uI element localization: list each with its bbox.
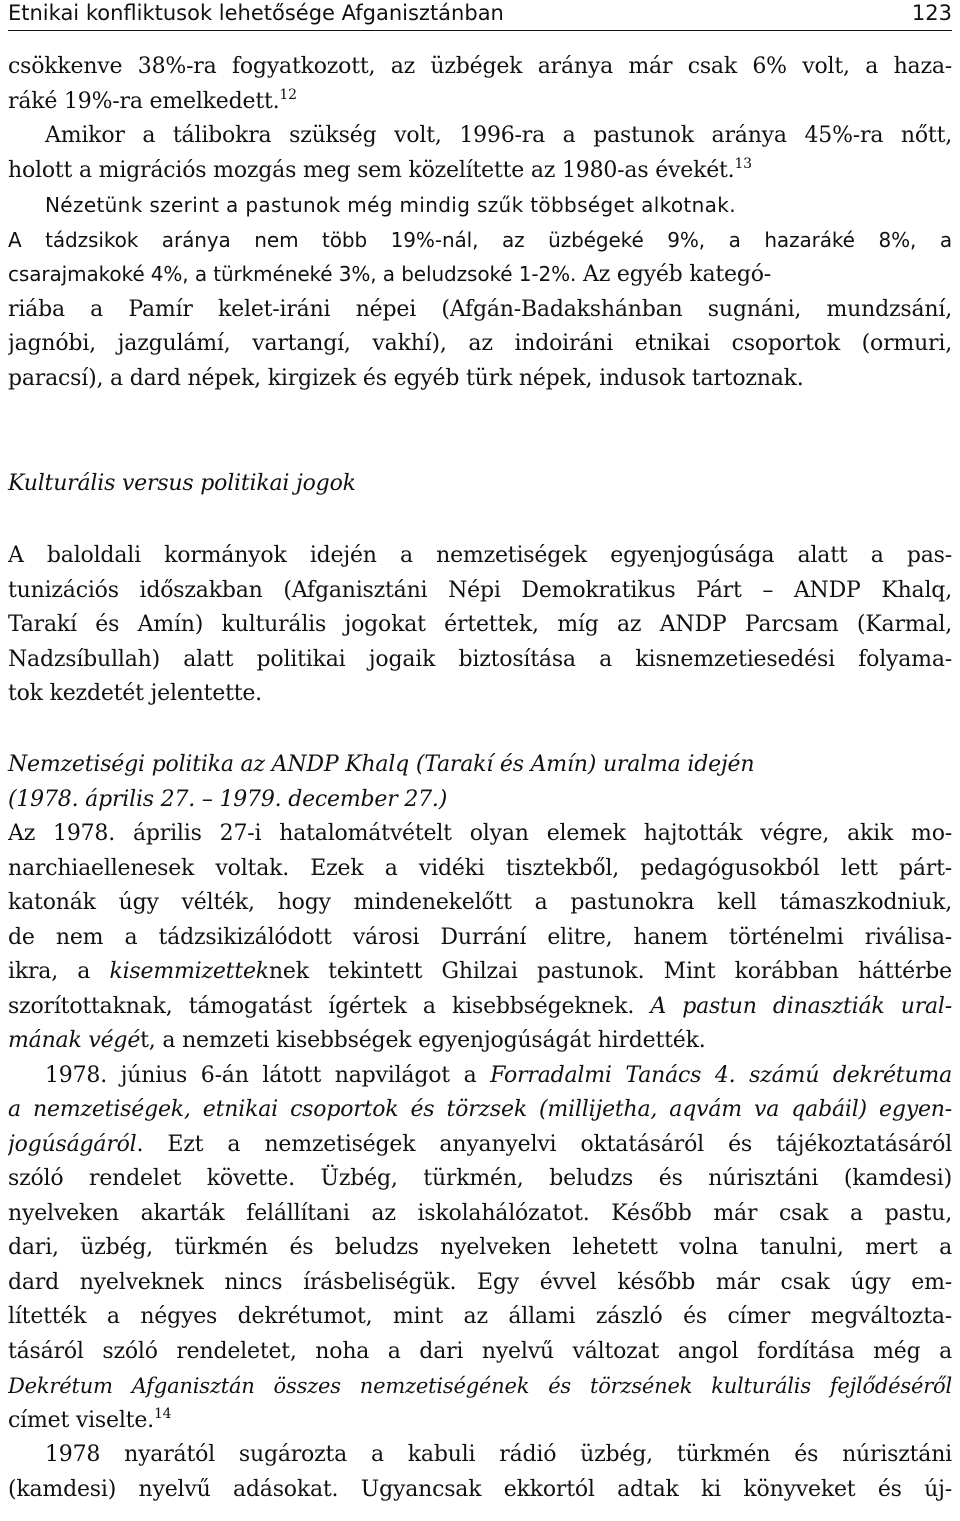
section-heading: Kulturális versus politikai jogok <box>8 471 356 496</box>
running-header <box>8 0 952 31</box>
paragraph-cultural-rights <box>8 539 952 712</box>
text-line: lítették a négyes dekrétumot, mint az állami zászló és címer megváltozta- <box>8 1304 952 1329</box>
text-line <box>8 1059 952 1094</box>
text-line: katonák úgy vélték, hogy mindenekelőtt a pastunokra kell támaszkodniuk, <box>8 890 952 915</box>
text-fragment: Az egyéb kategó- <box>576 262 772 287</box>
text-line <box>8 955 952 990</box>
text-line: nyelveken akarták felállítani az iskolahálózatot. Később már csak a pastu, <box>8 1200 952 1226</box>
text-fragment: nek tekintett Ghilzai pastunok. Mint korábban háttérbe <box>268 959 952 984</box>
text-line: paracsí), a dard népek, kirgizek és egyéb türk népek, indusok tartoznak. <box>8 365 804 391</box>
text-line: (kamdesi) nyelvű adásokat. Ugyancsak ekkortól adtak ki könyveket és új- <box>8 1476 952 1502</box>
text-line: szóló rendelet követte. Üzbég, türkmén, beludzs és núrisztáni (kamdesi) <box>8 1166 952 1191</box>
text-fragment: . Ezt a nemzetiségek anyanyelvi oktatásáról és tájékoztatásáról <box>136 1131 952 1157</box>
text-line: narchiaellenesek voltak. Ezek a vidéki tisztekből, pedagógusokból lett párt- <box>8 855 952 881</box>
text-line: riába a Pamír kelet-iráni népei (Afgán-Badakshánban sugnáni, mundzsání, <box>8 296 952 322</box>
text-line <box>8 1128 952 1163</box>
section-cultural-rights <box>8 467 952 502</box>
section-heading-dates: (1978. április 27. – 1979. december 27.) <box>8 786 448 812</box>
text-fragment: ráké 19%-ra emelkedett. <box>8 88 280 114</box>
text-line: Az 1978. április 27-i hatalomátvételt olyan elemek hajtották végre, akik mo- <box>8 821 952 846</box>
text-line: tok kezdetét jelentette. <box>8 681 262 706</box>
page-number: 123 <box>911 1 952 25</box>
text-line: Amikor a tálibokra szükség volt, 1996-ra a pastunok aránya 45%-ra nőtt, <box>45 123 952 148</box>
text-line <box>8 1024 952 1059</box>
text-line: dari, üzbég, türkmén és beludzs nyelveken lehetett volna tanulni, mert a <box>8 1235 952 1260</box>
text-line: csökkenve 38%-ra fogyatkozott, az üzbégek aránya már csak 6% volt, a haza- <box>8 54 952 79</box>
text-line: Nadzsíbullah) alatt politikai jogaik biztosítása a kisnemzetiesedési folyama- <box>8 646 952 672</box>
text-line: tásáról szóló rendeletet, noha a dari nyelvű változat angol fordítása még a <box>8 1338 952 1364</box>
text-line: A tádzsikok aránya nem több 19%-nál, az üzbégeké 9%, a hazaráké 8%, a <box>8 227 952 252</box>
text-line <box>8 1404 952 1439</box>
running-title: Etnikai konfliktusok lehetősége Afganisztánban <box>8 1 504 25</box>
text-line: de nem a tádzsikizálódott városi Durrání elitre, hanem történelmi riválisa- <box>8 924 952 950</box>
paragraph-continuation <box>8 50 952 396</box>
text-fragment-italic: kisemmizettek <box>109 959 269 984</box>
section-heading: Nemzetiségi politika az ANDP Khalq (Tarakí és Amín) uralma idején <box>8 752 755 777</box>
text-line: A baloldali kormányok idején a nemzetiségek egyenjogúsága alatt a pas- <box>8 543 952 568</box>
text-fragment-italic: A pastun dinasztiák ural- <box>650 993 952 1019</box>
footnote-ref: 13 <box>734 155 752 172</box>
text-line: dard nyelveknek nincs írásbeliségük. Egy évvel később már csak úgy em- <box>8 1269 952 1295</box>
text-line <box>8 990 952 1025</box>
text-fragment: holott a migrációs mozgás meg sem közelítette az 1980-as évekét. <box>8 157 735 183</box>
section-nationality-policy <box>8 748 952 1507</box>
footnote-ref: 12 <box>279 86 297 103</box>
text-line <box>8 85 952 120</box>
text-fragment: szorítottaknak, támogatást ígértek a kisebbségeknek. <box>8 993 651 1019</box>
text-fragment: 1978. június 6-án látott napvilágot a <box>45 1062 491 1088</box>
text-fragment: címet viselte. <box>8 1407 154 1433</box>
text-fragment: ikra, a <box>8 959 110 984</box>
text-line: tunizációs időszakban (Afganisztáni Népi Demokratikus Párt – ANDP Khalq, <box>8 577 952 603</box>
text-fragment: csarajmakoké 4%, a türkméneké 3%, a beludzsoké 1-2%. <box>8 262 577 286</box>
text-fragment-italic: Forradalmi Tanács 4. számú dekrétuma <box>490 1062 952 1088</box>
text-line: Dekrétum Afganisztán összes nemzetiségének és törzsének kulturális fejlődéséről <box>8 1374 952 1398</box>
footnote-ref: 14 <box>153 1405 172 1422</box>
text-fragment: t, a nemzeti kisebbségek egyenjogúságát hirdették. <box>140 1028 706 1053</box>
text-line: Tarakí és Amín) kulturális jogokat értettek, míg az ANDP Parcsam (Karmal, <box>8 612 952 637</box>
text-line: Nézetünk szerint a pastunok még mindig szűk többséget alkotnak. <box>45 193 736 217</box>
text-fragment-italic: jogúságáról <box>8 1131 137 1157</box>
text-line <box>8 154 952 189</box>
text-fragment-italic: mának végé <box>8 1028 141 1053</box>
text-line <box>8 257 952 293</box>
text-line: jagnóbi, jazgulámí, vartangí, vakhí), az indoiráni etnikai csoportok (ormuri, <box>8 331 952 356</box>
text-line: a nemzetiségek, etnikai csoportok és törzsek (millijetha, aqvám va qabáil) egyen- <box>8 1097 952 1122</box>
text-line: 1978 nyarától sugározta a kabuli rádió üzbég, türkmén és núrisztáni <box>45 1442 952 1467</box>
